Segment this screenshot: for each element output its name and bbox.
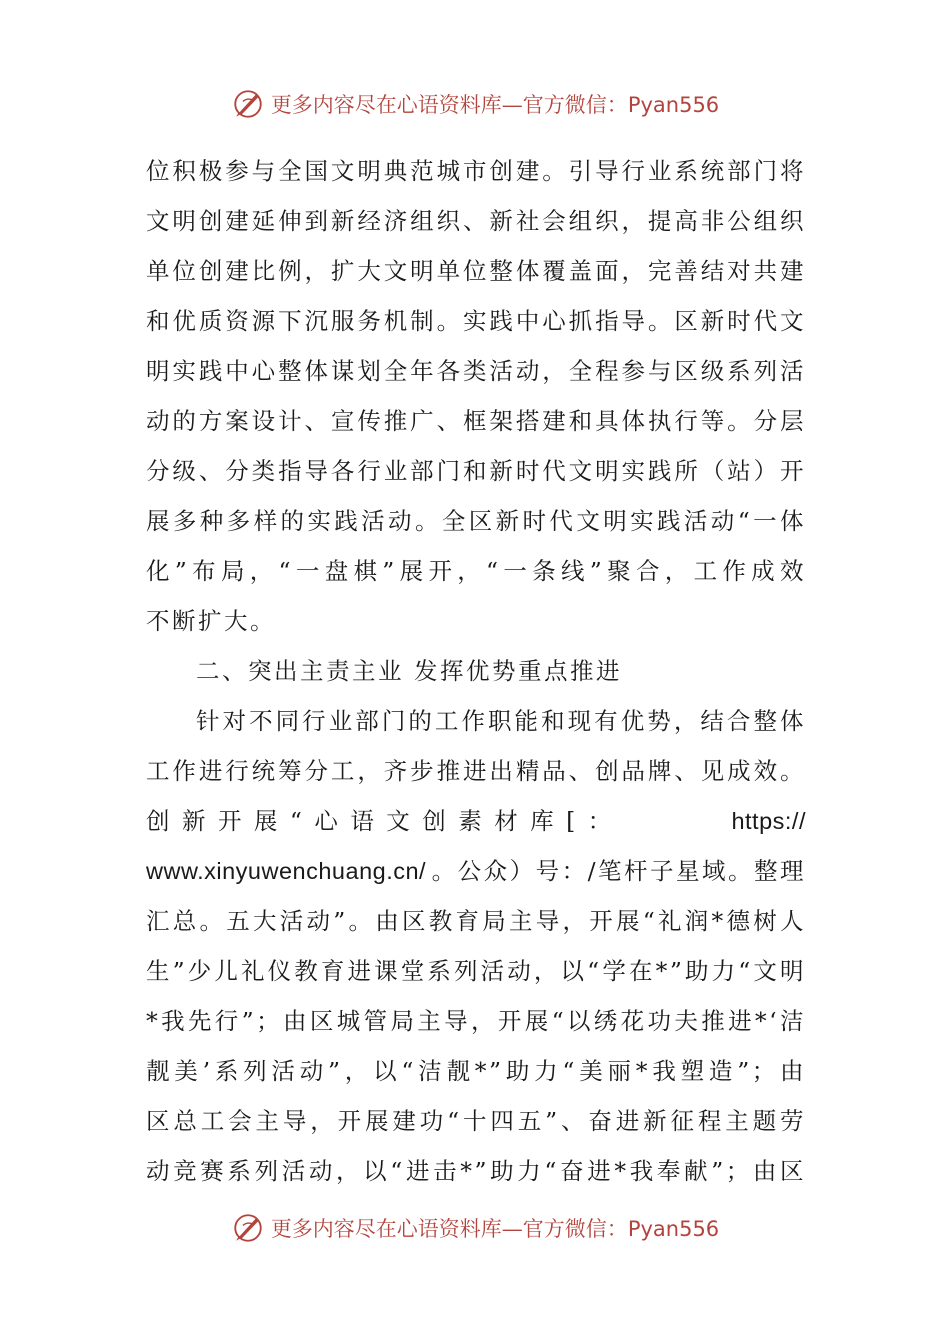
text-line-with-url [146,796,806,846]
text-line: 动竞赛系列活动，以“进击*”助力“奋进*我奉献”；由区 [146,1157,806,1185]
text-line: 化”布局，“一盘棋”展开，“一条线”聚合，工作成效 [146,557,806,585]
text-line: 分级、分类指导各行业部门和新时代文明实践所（站）开 [146,457,806,485]
text-line: 和优质资源下沉服务机制。实践中心抓指导。区新时代文 [146,307,806,335]
text-line: 工作进行统筹分工，齐步推进出精品、创品牌、见成效。 [146,757,806,785]
text-line: 靓美’系列活动”，以“洁靓*”助力“美丽*我塑造”；由 [146,1057,806,1085]
text-line: 明实践中心整体谋划全年各类活动，全程参与区级系列活 [146,357,806,385]
text-line: 文明创建延伸到新经济组织、新社会组织，提高非公组织 [146,207,806,235]
url-text: https:// [731,808,806,834]
text-line: 汇总。五大活动”。由区教育局主导，开展“礼润*德树人 [146,907,806,935]
text-line: 位积极参与全国文明典范城市创建。引导行业系统部门将 [146,157,806,185]
document-body [146,146,806,1196]
pen-quill-logo-icon [231,87,265,121]
text-segment: 创 新 开 展 “ 心 语 文 创 素 材 库 [ ： [146,807,614,835]
section-heading: 二、突出主责主业 发挥优势重点推进 [196,657,622,685]
watermark-footer [0,1208,950,1248]
text-line: 区总工会主导，开展建功“十四五”、奋进新征程主题劳 [146,1107,806,1135]
watermark-text: 更多内容尽在心语资料库—官方微信：Pyan556 [270,1217,720,1241]
watermark-text: 更多内容尽在心语资料库—官方微信：Pyan556 [270,93,720,117]
text-segment: 。公众）号：/笔杆子星域。整理 [431,857,806,885]
text-line: 动的方案设计、宣传推广、框架搭建和具体执行等。分层 [146,407,806,435]
text-line: 展多种多样的实践活动。全区新时代文明实践活动“一体 [146,507,806,535]
pen-quill-logo-icon [231,1211,265,1245]
text-line: 针对不同行业部门的工作职能和现有优势，结合整体 [196,707,806,735]
text-line: 单位创建比例，扩大文明单位整体覆盖面，完善结对共建 [146,257,806,285]
text-line-with-url [146,846,806,896]
watermark-header [0,84,950,124]
text-line: *我先行”；由区城管局主导，开展“以绣花功夫推进*‘洁 [146,1007,806,1035]
text-line: 生”少儿礼仪教育进课堂系列活动，以“学在*”助力“文明 [146,957,806,985]
text-line: 不断扩大。 [146,607,276,635]
url-text: www.xinyuwenchuang.cn/ [146,858,427,884]
